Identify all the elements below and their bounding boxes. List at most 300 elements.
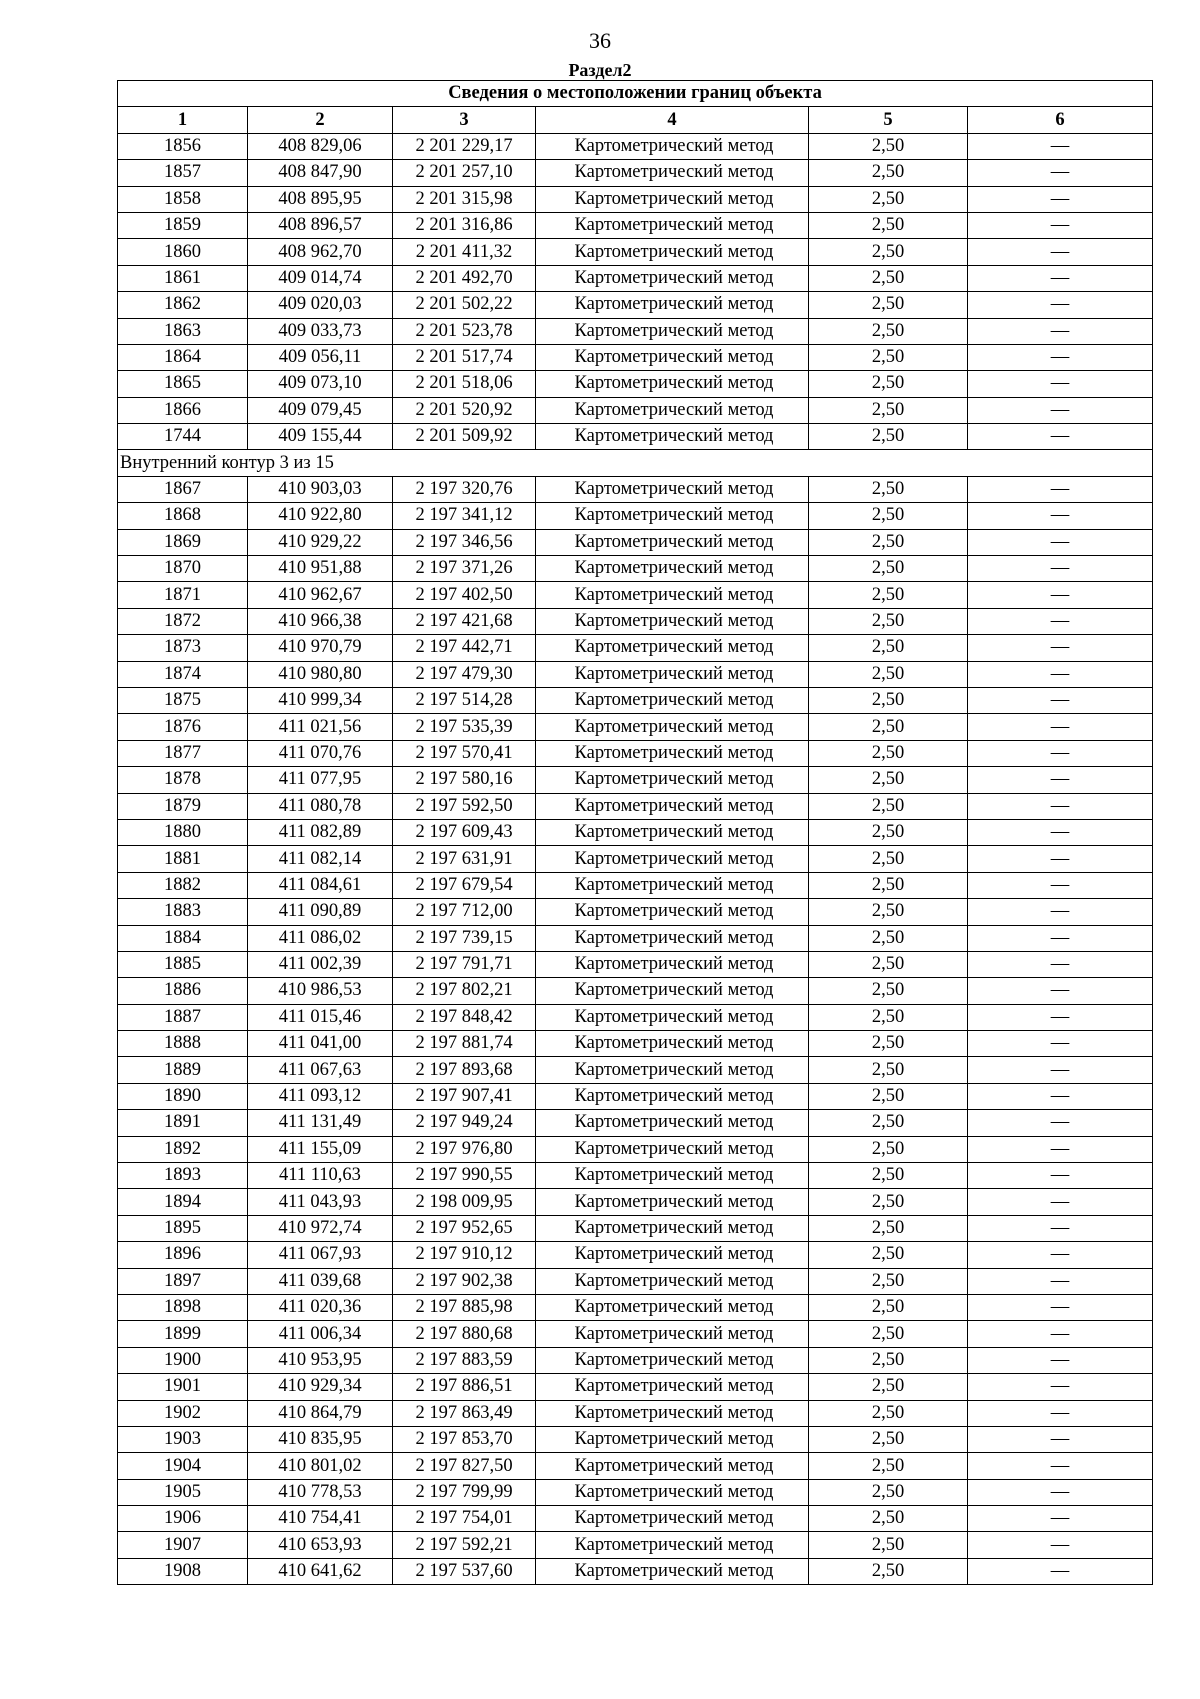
description-cell: — — [968, 1189, 1153, 1215]
method-cell: Картометрический метод — [536, 371, 809, 397]
accuracy-cell: 2,50 — [809, 1083, 968, 1109]
y-coordinate-cell: 2 197 442,71 — [393, 635, 536, 661]
point-number-cell: 1891 — [118, 1110, 248, 1136]
point-number-cell: 1879 — [118, 793, 248, 819]
description-cell: — — [968, 1400, 1153, 1426]
method-cell: Картометрический метод — [536, 476, 809, 502]
x-coordinate-cell: 411 039,68 — [248, 1268, 393, 1294]
y-coordinate-cell: 2 197 341,12 — [393, 503, 536, 529]
method-cell: Картометрический метод — [536, 1426, 809, 1452]
x-coordinate-cell: 409 033,73 — [248, 318, 393, 344]
description-cell: — — [968, 1426, 1153, 1452]
y-coordinate-cell: 2 197 952,65 — [393, 1215, 536, 1241]
y-coordinate-cell: 2 197 853,70 — [393, 1426, 536, 1452]
accuracy-cell: 2,50 — [809, 978, 968, 1004]
x-coordinate-cell: 408 895,95 — [248, 186, 393, 212]
x-coordinate-cell: 409 155,44 — [248, 424, 393, 450]
method-cell: Картометрический метод — [536, 318, 809, 344]
y-coordinate-cell: 2 197 570,41 — [393, 740, 536, 766]
accuracy-cell: 2,50 — [809, 1294, 968, 1320]
y-coordinate-cell: 2 197 479,30 — [393, 661, 536, 687]
accuracy-cell: 2,50 — [809, 714, 968, 740]
accuracy-cell: 2,50 — [809, 1031, 968, 1057]
y-coordinate-cell: 2 197 371,26 — [393, 556, 536, 582]
y-coordinate-cell: 2 197 848,42 — [393, 1004, 536, 1030]
description-cell: — — [968, 899, 1153, 925]
method-cell: Картометрический метод — [536, 1400, 809, 1426]
description-cell: — — [968, 793, 1153, 819]
point-number-cell: 1877 — [118, 740, 248, 766]
method-cell: Картометрический метод — [536, 292, 809, 318]
table-row — [118, 1347, 1153, 1373]
y-coordinate-cell: 2 197 886,51 — [393, 1374, 536, 1400]
accuracy-cell: 2,50 — [809, 635, 968, 661]
method-cell: Картометрический метод — [536, 1453, 809, 1479]
table-row — [118, 1400, 1153, 1426]
table-row — [118, 556, 1153, 582]
point-number-cell: 1896 — [118, 1242, 248, 1268]
description-cell: — — [968, 767, 1153, 793]
y-coordinate-cell: 2 201 502,22 — [393, 292, 536, 318]
x-coordinate-cell: 411 070,76 — [248, 740, 393, 766]
x-coordinate-cell: 411 002,39 — [248, 951, 393, 977]
page-number: 36 — [589, 28, 611, 53]
point-number-cell: 1882 — [118, 872, 248, 898]
y-coordinate-cell: 2 197 827,50 — [393, 1453, 536, 1479]
x-coordinate-cell: 410 641,62 — [248, 1558, 393, 1584]
y-coordinate-cell: 2 197 799,99 — [393, 1479, 536, 1505]
x-coordinate-cell: 409 014,74 — [248, 265, 393, 291]
table-row — [118, 292, 1153, 318]
x-coordinate-cell: 410 962,67 — [248, 582, 393, 608]
y-coordinate-cell: 2 201 517,74 — [393, 344, 536, 370]
y-coordinate-cell: 2 197 883,59 — [393, 1347, 536, 1373]
y-coordinate-cell: 2 197 712,00 — [393, 899, 536, 925]
x-coordinate-cell: 411 067,93 — [248, 1242, 393, 1268]
table-row — [118, 819, 1153, 845]
point-number-cell: 1900 — [118, 1347, 248, 1373]
accuracy-cell: 2,50 — [809, 793, 968, 819]
y-coordinate-cell: 2 201 229,17 — [393, 133, 536, 159]
point-number-cell: 1744 — [118, 424, 248, 450]
description-cell: — — [968, 318, 1153, 344]
accuracy-cell: 2,50 — [809, 1163, 968, 1189]
table-row — [118, 1242, 1153, 1268]
method-cell: Картометрический метод — [536, 1110, 809, 1136]
description-cell: — — [968, 556, 1153, 582]
x-coordinate-cell: 411 021,56 — [248, 714, 393, 740]
table-row — [118, 239, 1153, 265]
description-cell: — — [968, 397, 1153, 423]
x-coordinate-cell: 410 980,80 — [248, 661, 393, 687]
point-number-cell: 1869 — [118, 529, 248, 555]
description-cell: — — [968, 1136, 1153, 1162]
x-coordinate-cell: 410 929,34 — [248, 1374, 393, 1400]
point-number-cell: 1905 — [118, 1479, 248, 1505]
y-coordinate-cell: 2 201 411,32 — [393, 239, 536, 265]
description-cell: — — [968, 186, 1153, 212]
accuracy-cell: 2,50 — [809, 318, 968, 344]
y-coordinate-cell: 2 197 754,01 — [393, 1506, 536, 1532]
table-row — [118, 1532, 1153, 1558]
accuracy-cell: 2,50 — [809, 212, 968, 238]
table-row — [118, 978, 1153, 1004]
y-coordinate-cell: 2 197 739,15 — [393, 925, 536, 951]
x-coordinate-cell: 410 778,53 — [248, 1479, 393, 1505]
y-coordinate-cell: 2 197 990,55 — [393, 1163, 536, 1189]
table-row — [118, 740, 1153, 766]
description-cell: — — [968, 476, 1153, 502]
y-coordinate-cell: 2 197 320,76 — [393, 476, 536, 502]
method-cell: Картометрический метод — [536, 1294, 809, 1320]
table-row — [118, 265, 1153, 291]
accuracy-cell: 2,50 — [809, 1453, 968, 1479]
method-cell: Картометрический метод — [536, 160, 809, 186]
description-cell: — — [968, 687, 1153, 713]
table-row — [118, 925, 1153, 951]
method-cell: Картометрический метод — [536, 819, 809, 845]
accuracy-cell: 2,50 — [809, 1400, 968, 1426]
point-number-cell: 1876 — [118, 714, 248, 740]
accuracy-cell: 2,50 — [809, 1057, 968, 1083]
x-coordinate-cell: 408 896,57 — [248, 212, 393, 238]
description-cell: — — [968, 1532, 1153, 1558]
y-coordinate-cell: 2 197 631,91 — [393, 846, 536, 872]
x-coordinate-cell: 408 962,70 — [248, 239, 393, 265]
y-coordinate-cell: 2 197 863,49 — [393, 1400, 536, 1426]
table-row — [118, 687, 1153, 713]
point-number-cell: 1880 — [118, 819, 248, 845]
accuracy-cell: 2,50 — [809, 1374, 968, 1400]
x-coordinate-cell: 409 020,03 — [248, 292, 393, 318]
description-cell: — — [968, 1374, 1153, 1400]
x-coordinate-cell: 410 903,03 — [248, 476, 393, 502]
y-coordinate-cell: 2 197 679,54 — [393, 872, 536, 898]
boundary-coordinates-table — [117, 80, 1153, 1585]
table-row — [118, 1163, 1153, 1189]
contour-label: Внутренний контур 3 из 15 — [118, 450, 1153, 476]
method-cell: Картометрический метод — [536, 1215, 809, 1241]
section-title: Раздел2 — [568, 60, 632, 80]
point-number-cell: 1899 — [118, 1321, 248, 1347]
method-cell: Картометрический метод — [536, 740, 809, 766]
accuracy-cell: 2,50 — [809, 1004, 968, 1030]
accuracy-cell: 2,50 — [809, 1215, 968, 1241]
point-number-cell: 1858 — [118, 186, 248, 212]
accuracy-cell: 2,50 — [809, 1479, 968, 1505]
method-cell: Картометрический метод — [536, 1532, 809, 1558]
description-cell: — — [968, 1558, 1153, 1584]
method-cell: Картометрический метод — [536, 951, 809, 977]
method-cell: Картометрический метод — [536, 1347, 809, 1373]
y-coordinate-cell: 2 197 346,56 — [393, 529, 536, 555]
method-cell: Картометрический метод — [536, 793, 809, 819]
method-cell: Картометрический метод — [536, 925, 809, 951]
accuracy-cell: 2,50 — [809, 1506, 968, 1532]
accuracy-cell: 2,50 — [809, 767, 968, 793]
table-row — [118, 951, 1153, 977]
x-coordinate-cell: 410 966,38 — [248, 608, 393, 634]
x-coordinate-cell: 411 077,95 — [248, 767, 393, 793]
accuracy-cell: 2,50 — [809, 292, 968, 318]
x-coordinate-cell: 411 043,93 — [248, 1189, 393, 1215]
table-row — [118, 371, 1153, 397]
point-number-cell: 1897 — [118, 1268, 248, 1294]
x-coordinate-cell: 410 801,02 — [248, 1453, 393, 1479]
table-row — [118, 1268, 1153, 1294]
table-row — [118, 582, 1153, 608]
accuracy-cell: 2,50 — [809, 239, 968, 265]
point-number-cell: 1885 — [118, 951, 248, 977]
method-cell: Картометрический метод — [536, 1558, 809, 1584]
table-row — [118, 635, 1153, 661]
description-cell: — — [968, 212, 1153, 238]
description-cell: — — [968, 1347, 1153, 1373]
y-coordinate-cell: 2 197 881,74 — [393, 1031, 536, 1057]
point-number-cell: 1908 — [118, 1558, 248, 1584]
x-coordinate-cell: 408 829,06 — [248, 133, 393, 159]
table-row — [118, 767, 1153, 793]
table-row — [118, 872, 1153, 898]
y-coordinate-cell: 2 201 315,98 — [393, 186, 536, 212]
description-cell: — — [968, 661, 1153, 687]
x-coordinate-cell: 410 835,95 — [248, 1426, 393, 1452]
accuracy-cell: 2,50 — [809, 1347, 968, 1373]
y-coordinate-cell: 2 197 910,12 — [393, 1242, 536, 1268]
point-number-cell: 1874 — [118, 661, 248, 687]
point-number-cell: 1906 — [118, 1506, 248, 1532]
accuracy-cell: 2,50 — [809, 344, 968, 370]
accuracy-cell: 2,50 — [809, 1426, 968, 1452]
column-header: 5 — [809, 107, 968, 133]
table-row — [118, 186, 1153, 212]
table-caption: Сведения о местоположении границ объекта — [118, 81, 1153, 107]
point-number-cell: 1867 — [118, 476, 248, 502]
table-row — [118, 1558, 1153, 1584]
table-row — [118, 1110, 1153, 1136]
table-row — [118, 714, 1153, 740]
x-coordinate-cell: 410 754,41 — [248, 1506, 393, 1532]
x-coordinate-cell: 410 922,80 — [248, 503, 393, 529]
accuracy-cell: 2,50 — [809, 925, 968, 951]
description-cell: — — [968, 608, 1153, 634]
description-cell: — — [968, 1242, 1153, 1268]
description-cell: — — [968, 133, 1153, 159]
accuracy-cell: 2,50 — [809, 661, 968, 687]
accuracy-cell: 2,50 — [809, 582, 968, 608]
point-number-cell: 1859 — [118, 212, 248, 238]
y-coordinate-cell: 2 197 791,71 — [393, 951, 536, 977]
method-cell: Картометрический метод — [536, 1242, 809, 1268]
table-row — [118, 1057, 1153, 1083]
x-coordinate-cell: 409 056,11 — [248, 344, 393, 370]
method-cell: Картометрический метод — [536, 1268, 809, 1294]
point-number-cell: 1857 — [118, 160, 248, 186]
y-coordinate-cell: 2 201 492,70 — [393, 265, 536, 291]
method-cell: Картометрический метод — [536, 1321, 809, 1347]
table-row — [118, 793, 1153, 819]
table-row — [118, 529, 1153, 555]
description-cell: — — [968, 1031, 1153, 1057]
point-number-cell: 1860 — [118, 239, 248, 265]
point-number-cell: 1898 — [118, 1294, 248, 1320]
method-cell: Картометрический метод — [536, 1031, 809, 1057]
table-row — [118, 1426, 1153, 1452]
method-cell: Картометрический метод — [536, 344, 809, 370]
point-number-cell: 1875 — [118, 687, 248, 713]
point-number-cell: 1872 — [118, 608, 248, 634]
method-cell: Картометрический метод — [536, 608, 809, 634]
x-coordinate-cell: 411 110,63 — [248, 1163, 393, 1189]
accuracy-cell: 2,50 — [809, 872, 968, 898]
accuracy-cell: 2,50 — [809, 397, 968, 423]
x-coordinate-cell: 411 080,78 — [248, 793, 393, 819]
description-cell: — — [968, 819, 1153, 845]
method-cell: Картометрический метод — [536, 1479, 809, 1505]
y-coordinate-cell: 2 197 902,38 — [393, 1268, 536, 1294]
table-row — [118, 846, 1153, 872]
description-cell: — — [968, 978, 1153, 1004]
table-row — [118, 1215, 1153, 1241]
point-number-cell: 1870 — [118, 556, 248, 582]
accuracy-cell: 2,50 — [809, 371, 968, 397]
table-row — [118, 1031, 1153, 1057]
description-cell: — — [968, 1110, 1153, 1136]
y-coordinate-cell: 2 201 518,06 — [393, 371, 536, 397]
accuracy-cell: 2,50 — [809, 846, 968, 872]
table-row — [118, 160, 1153, 186]
x-coordinate-cell: 410 929,22 — [248, 529, 393, 555]
column-header: 1 — [118, 107, 248, 133]
point-number-cell: 1856 — [118, 133, 248, 159]
y-coordinate-cell: 2 201 257,10 — [393, 160, 536, 186]
method-cell: Картометрический метод — [536, 424, 809, 450]
method-cell: Картометрический метод — [536, 529, 809, 555]
point-number-cell: 1883 — [118, 899, 248, 925]
description-cell: — — [968, 740, 1153, 766]
x-coordinate-cell: 410 951,88 — [248, 556, 393, 582]
method-cell: Картометрический метод — [536, 1189, 809, 1215]
description-cell: — — [968, 1004, 1153, 1030]
method-cell: Картометрический метод — [536, 1004, 809, 1030]
y-coordinate-cell: 2 197 885,98 — [393, 1294, 536, 1320]
accuracy-cell: 2,50 — [809, 1110, 968, 1136]
description-cell: — — [968, 160, 1153, 186]
point-number-cell: 1863 — [118, 318, 248, 344]
method-cell: Картометрический метод — [536, 503, 809, 529]
point-number-cell: 1866 — [118, 397, 248, 423]
accuracy-cell: 2,50 — [809, 133, 968, 159]
description-cell: — — [968, 872, 1153, 898]
description-cell: — — [968, 1268, 1153, 1294]
point-number-cell: 1907 — [118, 1532, 248, 1558]
method-cell: Картометрический метод — [536, 212, 809, 238]
table-row — [118, 133, 1153, 159]
y-coordinate-cell: 2 197 592,50 — [393, 793, 536, 819]
table-row — [118, 1189, 1153, 1215]
y-coordinate-cell: 2 201 509,92 — [393, 424, 536, 450]
point-number-cell: 1878 — [118, 767, 248, 793]
description-cell: — — [968, 371, 1153, 397]
method-cell: Картометрический метод — [536, 635, 809, 661]
x-coordinate-cell: 411 041,00 — [248, 1031, 393, 1057]
accuracy-cell: 2,50 — [809, 1558, 968, 1584]
accuracy-cell: 2,50 — [809, 503, 968, 529]
y-coordinate-cell: 2 197 802,21 — [393, 978, 536, 1004]
y-coordinate-cell: 2 197 514,28 — [393, 687, 536, 713]
table-row — [118, 1004, 1153, 1030]
point-number-cell: 1862 — [118, 292, 248, 318]
table-row — [118, 503, 1153, 529]
point-number-cell: 1887 — [118, 1004, 248, 1030]
method-cell: Картометрический метод — [536, 1163, 809, 1189]
column-header: 6 — [968, 107, 1153, 133]
method-cell: Картометрический метод — [536, 1083, 809, 1109]
table-row — [118, 1294, 1153, 1320]
method-cell: Картометрический метод — [536, 133, 809, 159]
y-coordinate-cell: 2 197 537,60 — [393, 1558, 536, 1584]
method-cell: Картометрический метод — [536, 661, 809, 687]
point-number-cell: 1888 — [118, 1031, 248, 1057]
table-row — [118, 1506, 1153, 1532]
point-number-cell: 1886 — [118, 978, 248, 1004]
description-cell: — — [968, 635, 1153, 661]
table-row — [118, 1374, 1153, 1400]
description-cell: — — [968, 582, 1153, 608]
method-cell: Картометрический метод — [536, 1136, 809, 1162]
x-coordinate-cell: 411 084,61 — [248, 872, 393, 898]
x-coordinate-cell: 410 864,79 — [248, 1400, 393, 1426]
description-cell: — — [968, 1321, 1153, 1347]
accuracy-cell: 2,50 — [809, 608, 968, 634]
accuracy-cell: 2,50 — [809, 1136, 968, 1162]
y-coordinate-cell: 2 197 907,41 — [393, 1083, 536, 1109]
y-coordinate-cell: 2 197 976,80 — [393, 1136, 536, 1162]
x-coordinate-cell: 410 953,95 — [248, 1347, 393, 1373]
accuracy-cell: 2,50 — [809, 529, 968, 555]
description-cell: — — [968, 529, 1153, 555]
accuracy-cell: 2,50 — [809, 1189, 968, 1215]
x-coordinate-cell: 409 073,10 — [248, 371, 393, 397]
y-coordinate-cell: 2 201 523,78 — [393, 318, 536, 344]
point-number-cell: 1895 — [118, 1215, 248, 1241]
table-row — [118, 608, 1153, 634]
x-coordinate-cell: 411 067,63 — [248, 1057, 393, 1083]
accuracy-cell: 2,50 — [809, 1242, 968, 1268]
method-cell: Картометрический метод — [536, 265, 809, 291]
y-coordinate-cell: 2 197 592,21 — [393, 1532, 536, 1558]
table-row — [118, 1321, 1153, 1347]
table-row — [118, 476, 1153, 502]
description-cell: — — [968, 951, 1153, 977]
accuracy-cell: 2,50 — [809, 899, 968, 925]
point-number-cell: 1901 — [118, 1374, 248, 1400]
x-coordinate-cell: 411 006,34 — [248, 1321, 393, 1347]
table-row — [118, 1136, 1153, 1162]
table-row — [118, 1453, 1153, 1479]
point-number-cell: 1873 — [118, 635, 248, 661]
point-number-cell: 1903 — [118, 1426, 248, 1452]
point-number-cell: 1861 — [118, 265, 248, 291]
method-cell: Картометрический метод — [536, 582, 809, 608]
method-cell: Картометрический метод — [536, 872, 809, 898]
y-coordinate-cell: 2 197 421,68 — [393, 608, 536, 634]
table-row — [118, 1083, 1153, 1109]
accuracy-cell: 2,50 — [809, 740, 968, 766]
method-cell: Картометрический метод — [536, 767, 809, 793]
description-cell: — — [968, 1453, 1153, 1479]
table-row — [118, 661, 1153, 687]
